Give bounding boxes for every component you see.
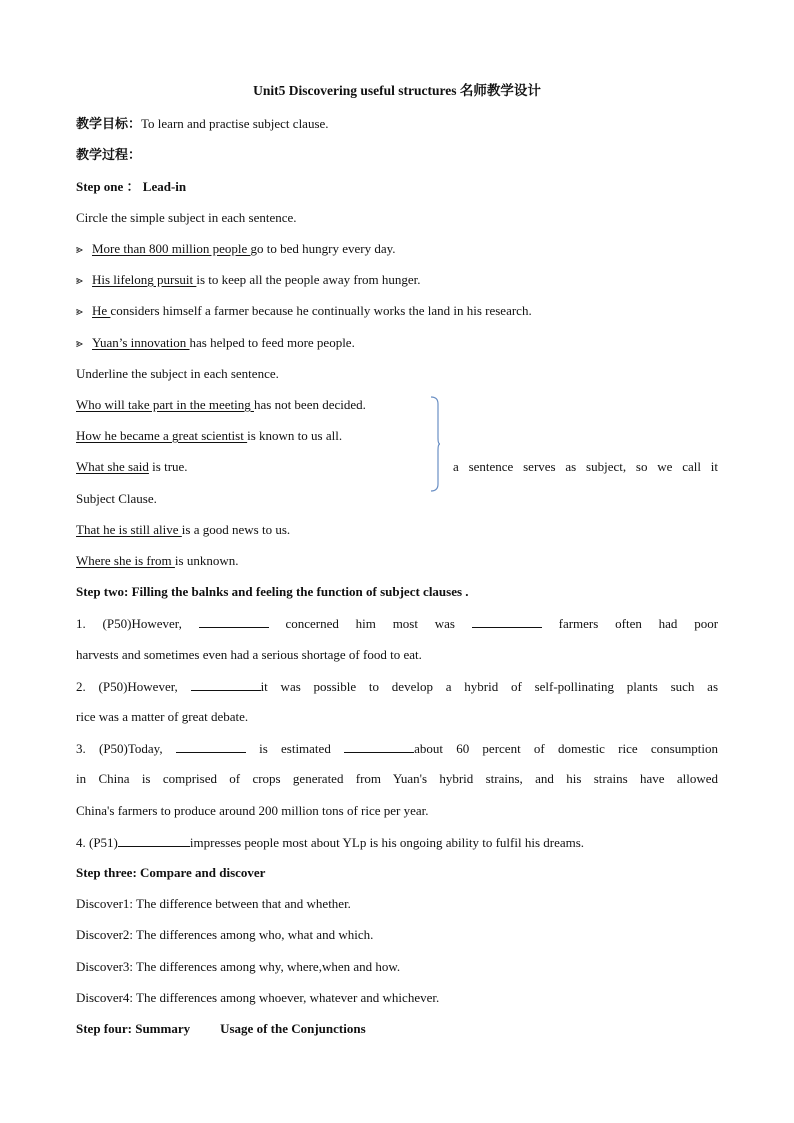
answer-blank[interactable] <box>118 834 190 847</box>
exercise-text: concerned him most was <box>285 616 455 631</box>
sentence-rest: go to bed hungry every day. <box>250 241 396 256</box>
exercise-text: about 60 percent of domestic rice consumption <box>414 741 719 756</box>
diamond-arrow-icon: ⪢ <box>76 336 83 350</box>
clause-rest: Subject Clause. <box>76 491 157 506</box>
bracket-note: a sentence serves as subject, so we call it <box>453 459 718 474</box>
page-title: Unit5 Discovering useful structures 名师教学设计 <box>253 83 541 98</box>
sentence-subject: His lifelong pursuit <box>92 272 197 287</box>
discover-item: Discover4: The differences among whoever, whatever and whichever. <box>76 990 440 1005</box>
diamond-arrow-icon: ⪢ <box>76 304 83 318</box>
exercise-line <box>76 834 584 851</box>
sentence-item <box>76 303 532 319</box>
exercise-text: it was possible to develop a hybrid of self-pollinating plants such as <box>260 679 719 694</box>
clause-rest: has not been decided. <box>253 397 366 412</box>
answer-blank[interactable] <box>191 678 261 691</box>
goal-label: 教学目标： <box>76 116 142 131</box>
diamond-arrow-icon: ⪢ <box>76 242 83 256</box>
curly-bracket <box>430 396 440 492</box>
sentence-subject: He <box>92 303 111 318</box>
step-four-subtitle: Usage of the Conjunctions <box>220 1021 366 1036</box>
exercise-text: 3. (P50)Today, <box>76 741 163 756</box>
clause-item <box>76 553 238 569</box>
exercise-text: is estimated <box>259 741 331 756</box>
exercise-line: in China is comprised of crops generated from Yuan's hybrid strains, and his strains have allowed <box>76 771 718 786</box>
discover-item: Discover3: The differences among why, where,when and how. <box>76 959 401 974</box>
clause-subject: That he is still alive <box>76 522 182 537</box>
clause-rest: is unknown. <box>174 553 239 568</box>
clause-item <box>76 522 290 538</box>
sentence-item <box>76 335 355 351</box>
sentence-rest: has helped to feed more people. <box>189 335 355 350</box>
exercise-line: China's farmers to produce around 200 million tons of rice per year. <box>76 803 429 818</box>
teaching-goal <box>76 116 329 132</box>
sentence-rest: considers himself a farmer because he continually works the land in his research. <box>110 303 532 318</box>
step-one-heading: Step one ： Lead-in <box>76 179 187 194</box>
exercise-text: impresses people most about YLp is his ongoing ability to fulfil his dreams. <box>189 835 585 850</box>
clause-item <box>76 397 366 413</box>
sentence-rest: is to keep all the people away from hunger. <box>196 272 421 287</box>
discover-item: Discover2: The differences among who, what and which. <box>76 927 374 942</box>
clause-subject: What she said <box>76 459 149 474</box>
step-one-instruction: Circle the simple subject in each sentence. <box>76 210 297 225</box>
exercise-text: 4. (P51) <box>76 835 118 850</box>
clause-rest: is known to us all. <box>247 428 343 443</box>
process-label: 教学过程： <box>76 147 142 162</box>
answer-blank[interactable] <box>472 615 542 628</box>
diamond-arrow-icon: ⪢ <box>76 273 83 287</box>
answer-blank[interactable] <box>344 740 414 753</box>
step-three-heading: Step three: Compare and discover <box>76 865 266 880</box>
exercise-text: 2. (P50)However, <box>76 679 178 694</box>
clause-subject: How he became a great scientist <box>76 428 248 443</box>
step-one-instruction-2: Underline the subject in each sentence. <box>76 366 279 381</box>
step-four-heading <box>76 1021 366 1037</box>
clause-item <box>76 459 188 475</box>
clause-item <box>76 428 342 444</box>
sentence-subject: More than 800 million people <box>92 241 251 256</box>
exercise-text: 1. (P50)However, <box>76 616 182 631</box>
exercise-text: farmers often had poor <box>558 616 719 631</box>
step-two-heading: Step two: Filling the balnks and feeling the function of subject clauses . <box>76 584 469 599</box>
answer-blank[interactable] <box>199 615 269 628</box>
clause-rest: is true. <box>148 459 188 474</box>
goal-text: To learn and practise subject clause. <box>141 116 329 131</box>
discover-item: Discover1: The difference between that and whether. <box>76 896 351 911</box>
sentence-subject: Yuan’s innovation <box>92 335 190 350</box>
exercise-line <box>76 678 718 695</box>
clause-subject: Who will take part in the meeting <box>76 397 254 412</box>
exercise-line: rice was a matter of great debate. <box>76 709 249 724</box>
sentence-item <box>76 241 396 257</box>
answer-blank[interactable] <box>176 740 246 753</box>
exercise-line: harvests and sometimes even had a serious shortage of food to eat. <box>76 647 422 662</box>
exercise-line <box>76 615 718 632</box>
sentence-item <box>76 272 421 288</box>
exercise-line <box>76 740 718 757</box>
clause-subject: Where she is from <box>76 553 175 568</box>
clause-item <box>76 491 157 507</box>
clause-rest: is a good news to us. <box>181 522 291 537</box>
step-four-title: Step four: Summary <box>76 1021 191 1036</box>
